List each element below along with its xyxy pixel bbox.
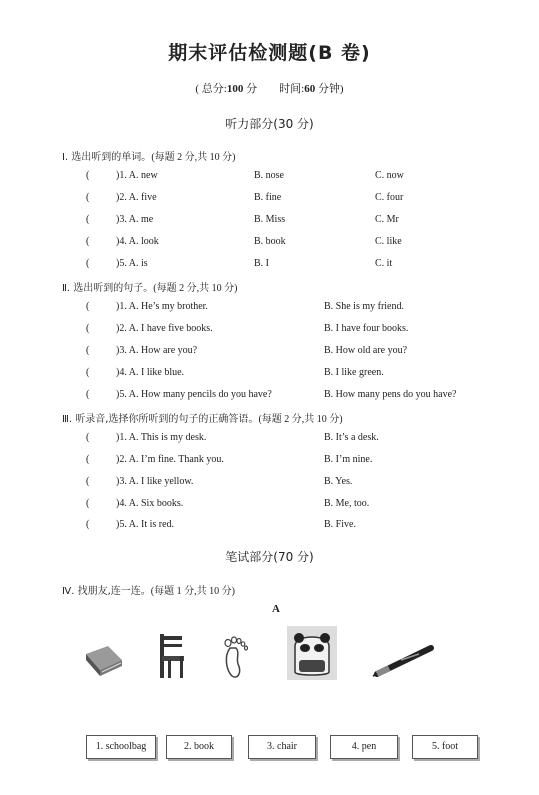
answer-paren[interactable]: (	[86, 214, 90, 225]
answer-paren[interactable]: (	[86, 236, 90, 247]
question-a: )1. A. new	[116, 170, 158, 181]
time-value: 60	[304, 83, 316, 95]
time-label: 时间:	[279, 83, 305, 95]
question-a: )4. A. I like blue.	[116, 367, 185, 378]
schoolbag-icon[interactable]	[287, 626, 337, 680]
word-box-foot[interactable]: 5. foot	[412, 735, 478, 759]
answer-paren[interactable]: (	[86, 432, 90, 443]
option-b: B. How many pens do you have?	[324, 389, 457, 400]
chair-icon[interactable]	[154, 632, 188, 680]
answer-paren[interactable]: (	[86, 258, 90, 269]
option-b: B. Me, too.	[324, 498, 370, 509]
answer-paren[interactable]: (	[86, 476, 90, 487]
answer-paren[interactable]: (	[86, 454, 90, 465]
part4-heading: Ⅳ. 找朋友,连一连。	[62, 586, 151, 597]
word-box-book[interactable]: 2. book	[166, 735, 232, 759]
option-b: B. I	[254, 258, 269, 269]
option-b: B. Miss	[254, 214, 286, 225]
group-a-label: A	[272, 603, 280, 615]
question-a: )5. A. It is red.	[116, 519, 175, 530]
option-b: B. It’s a desk.	[324, 432, 379, 443]
option-c: C. four	[375, 192, 404, 203]
question-a: )5. A. is	[116, 258, 148, 269]
question-a: )2. A. I have five books.	[116, 323, 213, 334]
option-c: C. Mr	[375, 214, 399, 225]
answer-paren[interactable]: (	[86, 192, 90, 203]
option-b: B. book	[254, 236, 286, 247]
option-b: B. How old are you?	[324, 345, 408, 356]
option-c: C. it	[375, 258, 393, 269]
total-label: ( 总分:	[195, 83, 227, 95]
part2-note: (每题 2 分,共 10 分)	[153, 283, 238, 294]
option-b: B. I have four books.	[324, 323, 409, 334]
part1-heading: Ⅰ. 选出听到的单词。	[62, 152, 152, 163]
total-unit: 分	[246, 83, 258, 95]
question-a: )3. A. How are you?	[116, 345, 198, 356]
option-b: B. nose	[254, 170, 284, 181]
exam-info	[0, 80, 539, 96]
answer-paren[interactable]: (	[86, 367, 90, 378]
part4-title	[62, 582, 235, 597]
question-a: )4. A. Six books.	[116, 498, 184, 509]
part2-heading: Ⅱ. 选出听到的句子。	[62, 283, 154, 294]
answer-paren[interactable]: (	[86, 323, 90, 334]
part3-note: (每题 2 分,共 10 分)	[258, 414, 343, 425]
part1-note: (每题 2 分,共 10 分)	[151, 152, 236, 163]
listening-section-header: 听力部分(30 分)	[225, 117, 314, 131]
option-b: B. Yes.	[324, 476, 353, 487]
part3-heading: Ⅲ. 听录音,选择你所听到的句子的正确答语。	[62, 414, 259, 425]
option-c: C. like	[375, 236, 402, 247]
answer-paren[interactable]: (	[86, 389, 90, 400]
answer-paren[interactable]: (	[86, 301, 90, 312]
question-a: )3. A. I like yellow.	[116, 476, 194, 487]
option-b: B. She is my friend.	[324, 301, 404, 312]
time-unit: 分钟)	[317, 83, 344, 95]
option-b: B. Five.	[324, 519, 356, 530]
answer-paren[interactable]: (	[86, 170, 90, 181]
page-title: 期末评估检测题(B 卷)	[168, 42, 371, 64]
option-c: C. now	[375, 170, 404, 181]
option-b: B. I’m nine.	[324, 454, 373, 465]
word-box-pen[interactable]: 4. pen	[330, 735, 398, 759]
total-score: 100	[226, 83, 244, 95]
question-a: )2. A. five	[116, 192, 157, 203]
question-a: )2. A. I’m fine. Thank you.	[116, 454, 224, 465]
option-b: B. I like green.	[324, 367, 384, 378]
part1-title	[62, 148, 235, 163]
writing-section-header: 笔试部分(70 分)	[225, 550, 314, 564]
word-box-chair[interactable]: 3. chair	[248, 735, 316, 759]
answer-paren[interactable]: (	[86, 498, 90, 509]
book-icon[interactable]	[82, 640, 126, 680]
question-a: )5. A. How many pencils do you have?	[116, 389, 272, 400]
answer-paren[interactable]: (	[86, 345, 90, 356]
question-a: )1. A. This is my desk.	[116, 432, 207, 443]
word-box-schoolbag[interactable]: 1. schoolbag	[86, 735, 156, 759]
part3-title	[62, 410, 343, 425]
part4-note: (每题 1 分,共 10 分)	[150, 586, 235, 597]
question-a: )4. A. look	[116, 236, 159, 247]
question-a: )3. A. me	[116, 214, 154, 225]
question-a: )1. A. He’s my brother.	[116, 301, 208, 312]
foot-icon[interactable]	[220, 636, 250, 680]
option-b: B. fine	[254, 192, 282, 203]
pen-icon[interactable]	[371, 640, 437, 680]
part2-title	[62, 279, 237, 294]
answer-paren[interactable]: (	[86, 519, 90, 530]
